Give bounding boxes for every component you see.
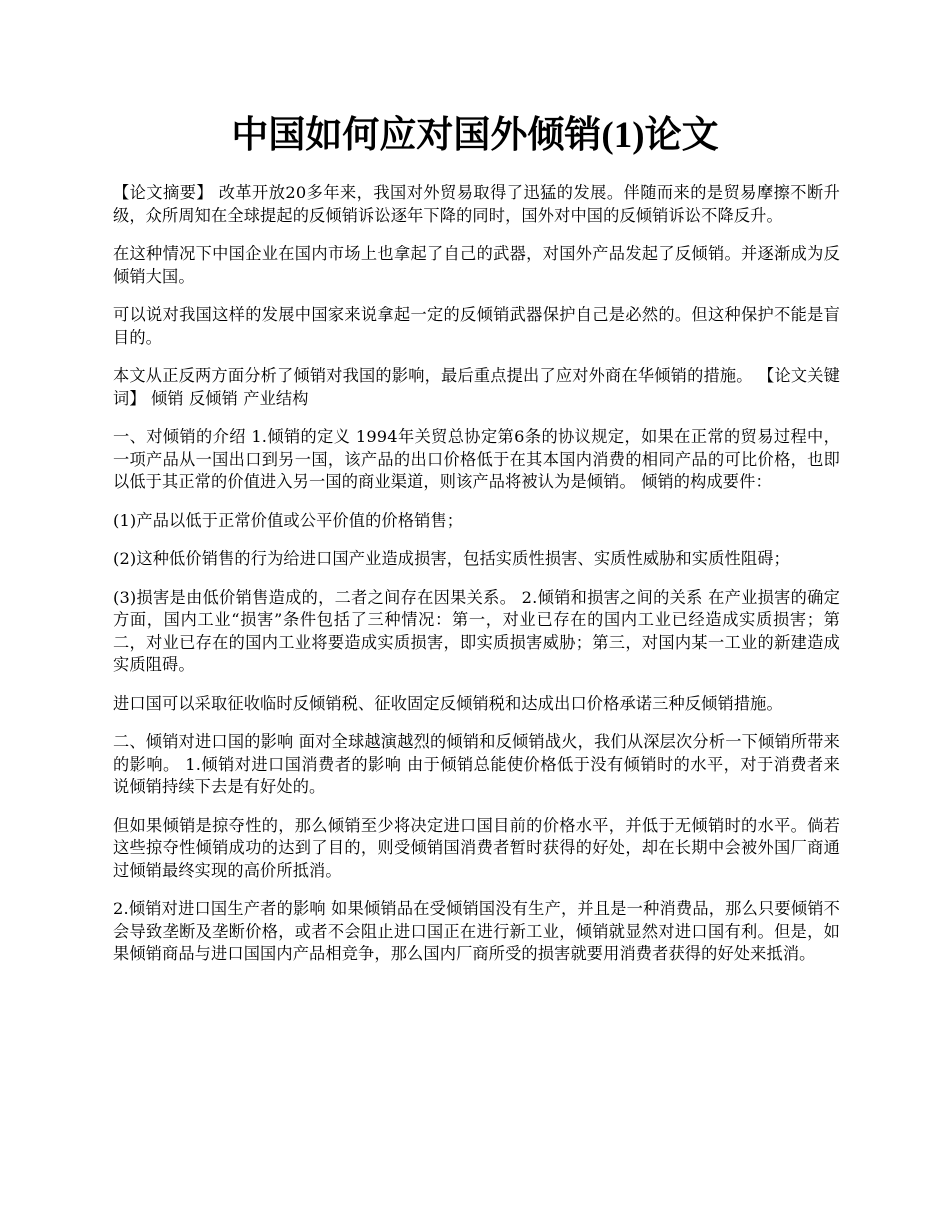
paragraph-section-1: 一、对倾销的介绍 1.倾销的定义 1994年关贸总协定第6条的协议规定，如果在正常的贸易过程中，一项产品从一国出口到另一国，该产品的出口价格低于在其本国内消费的相同产品的可比价格，也即以低于其正常的价值进入另一国的商业渠道，则该产品将被认为是倾销。 倾销的构成要件： [113, 427, 840, 491]
paragraph: 进口国可以采取征收临时反倾销税、征收固定反倾销税和达成出口价格承诺三种反倾销措施。 [113, 693, 783, 713]
list-item: (2)这种低价销售的行为给进口国产业造成损害，包括实质性损害、实质性威胁和实质性阻碍； [113, 549, 790, 568]
paragraph: 可以说对我国这样的发展中国家来说拿起一定的反倾销武器保护自己是必然的。但这种保护不能是盲目的。 [113, 305, 840, 347]
document-body [113, 182, 840, 982]
paragraph-abstract: 【论文摘要】 改革开放20多年来，我国对外贸易取得了迅猛的发展。伴随而来的是贸易摩擦不断升级，众所周知在全球提起的反倾销诉讼逐年下降的同时，国外对中国的反倾销诉讼不降反升。 [113, 183, 840, 225]
paragraph: 2.倾销对进口国生产者的影响 如果倾销品在受倾销国没有生产，并且是一种消费品，那么只要倾销不会导致垄断及垄断价格，或者不会阻止进口国正在进行新工业，倾销就显然对进口国有利。但是，如果倾销商品与进口国国内产品相竞争，那么国内厂商所受的损害就要用消费者获得的好处来抵消。 [113, 899, 840, 963]
paragraph: 在这种情况下中国企业在国内市场上也拿起了自己的武器，对国外产品发起了反倾销。并逐渐成为反倾销大国。 [113, 244, 840, 286]
paragraph-keywords: 本文从正反两方面分析了倾销对我国的影响，最后重点提出了应对外商在华倾销的措施。 【论文关键词】 倾销 反倾销 产业结构 [113, 366, 840, 408]
list-item: (1)产品以低于正常价值或公平价值的价格销售； [113, 510, 464, 530]
list-item: (3)损害是由低价销售造成的，二者之间存在因果关系。 2.倾销和损害之间的关系 在产业损害的确定方面，国内工业“损害”条件包括了三种情况：第一，对业已存在的国内工业已经造成实质损害；第二，对业已存在的国内工业将要造成实质损害，即实质损害威胁；第三，对国内某一工业的新建造成实质阻碍。 [113, 587, 840, 674]
paragraph-section-2: 二、倾销对进口国的影响 面对全球越演越烈的倾销和反倾销战火，我们从深层次分析一下倾销所带来的影响。 1.倾销对进口国消费者的影响 由于倾销总能使价格低于没有倾销时的水平，对于消费者来说倾销持续下去是有好处的。 [113, 732, 840, 796]
paragraph: 但如果倾销是掠夺性的，那么倾销至少将决定进口国目前的价格水平，并低于无倾销时的水平。倘若这些掠夺性倾销成功的达到了目的，则受倾销国消费者暂时获得的好处，却在长期中会被外国厂商通过倾销最终实现的高价所抵消。 [113, 815, 840, 880]
document-title: 中国如何应对国外倾销(1)论文 [231, 115, 719, 156]
